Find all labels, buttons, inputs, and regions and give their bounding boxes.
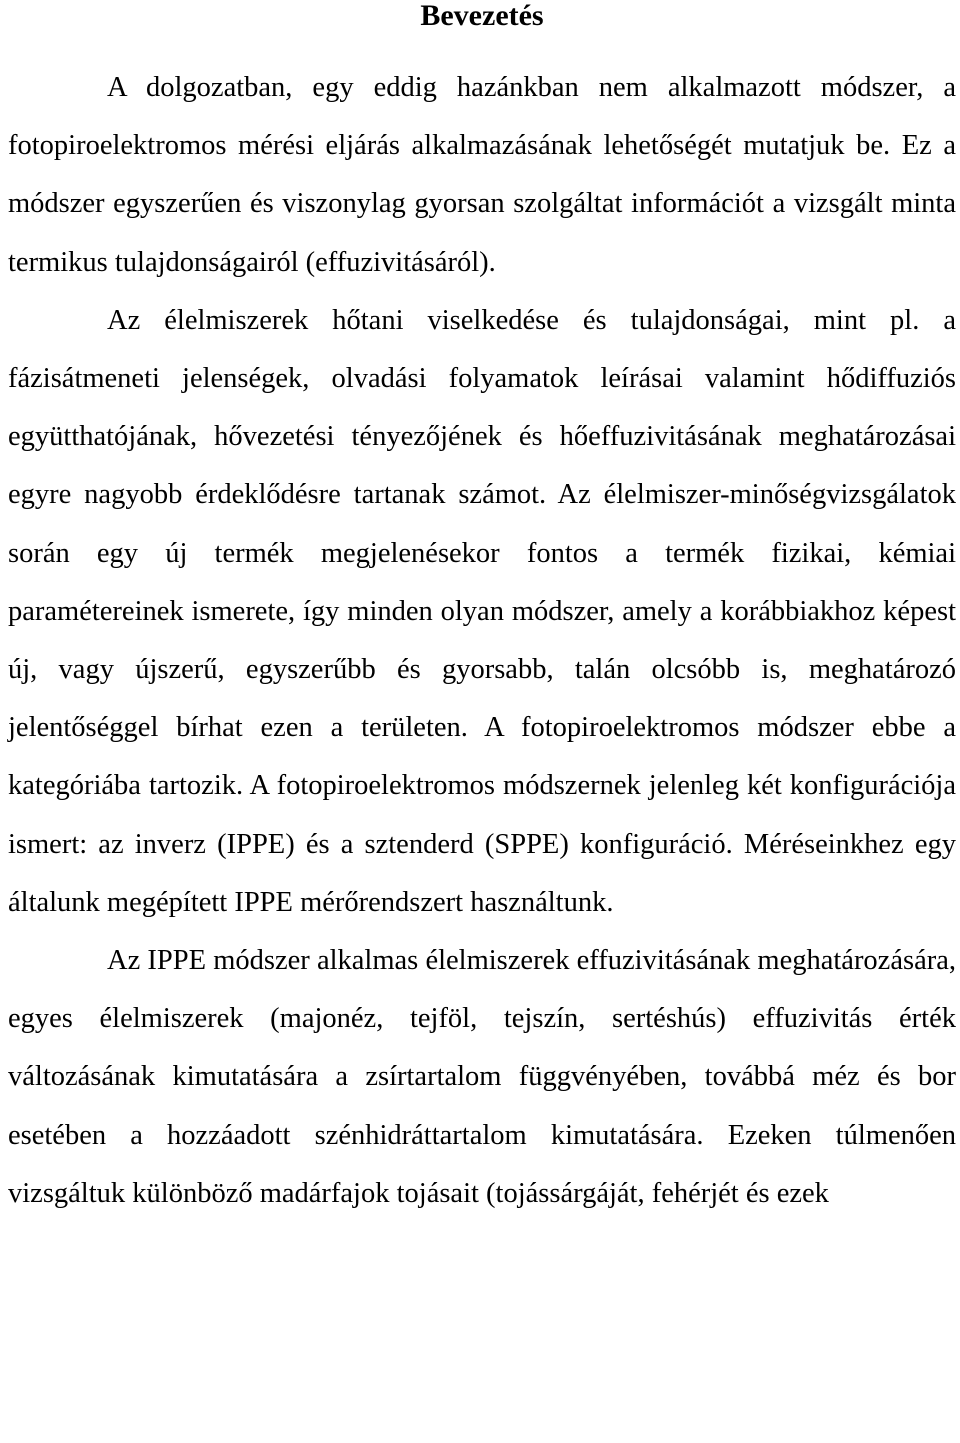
- paragraph-food-thermal: Az élelmiszerek hőtani viselkedése és tulajdonságai, mint pl. a fázisátmeneti jelenségek, olvadási folyamatok leírásai valamint hődiffuziós együtthatójának, hővezetési tényezőjének és hőeffuzivitásának meghatározásai egyre nagyobb érdeklődésre tartanak számot. Az élelmiszer-minőségvizsgálatok során egy új termék megjelenésekor fontos a termék fizikai, kémiai paramétereinek ismerete, így minden olyan módszer, amely a korábbiakhoz képest új, vagy újszerű, egyszerűbb és gyorsabb, talán olcsóbb is, meghatározó jelentőséggel bírhat ezen a területen. A fotopiroelektromos módszer ebbe a kategóriába tartozik. A fotopiroelektromos módszernek jelenleg két konfigurációja ismert: az inverz (IPPE) és a sztenderd (SPPE) konfiguráció. Méréseinkhez egy általunk megépített IPPE mérőrendszert használtunk.: [8, 304, 956, 918]
- document-page: [8, 0, 956, 1223]
- paragraph-ippe-method: Az IPPE módszer alkalmas élelmiszerek effuzivitásának meghatározására, egyes élelmiszerek (majonéz, tejföl, tejszín, sertéshús) effuzivitás érték változásának kimutatására a zsírtartalom függvényében, továbbá méz és bor esetében a hozzáadott szénhidráttartalom kimutatására. Ezeken túlmenően vizsgáltuk különböző madárfajok tojásait (tojássárgáját, fehérjét és ezek: [8, 945, 956, 1209]
- section-title: Bevezetés: [420, 0, 544, 32]
- paragraph-intro: A dolgozatban, egy eddig hazánkban nem alkalmazott módszer, a fotopiroelektromos mérési eljárás alkalmazásának lehetőségét mutatjuk be. Ez a módszer egyszerűen és viszonylag gyorsan szolgáltat információt a vizsgált minta termikus tulajdonságairól (effuzivitásáról).: [8, 72, 956, 278]
